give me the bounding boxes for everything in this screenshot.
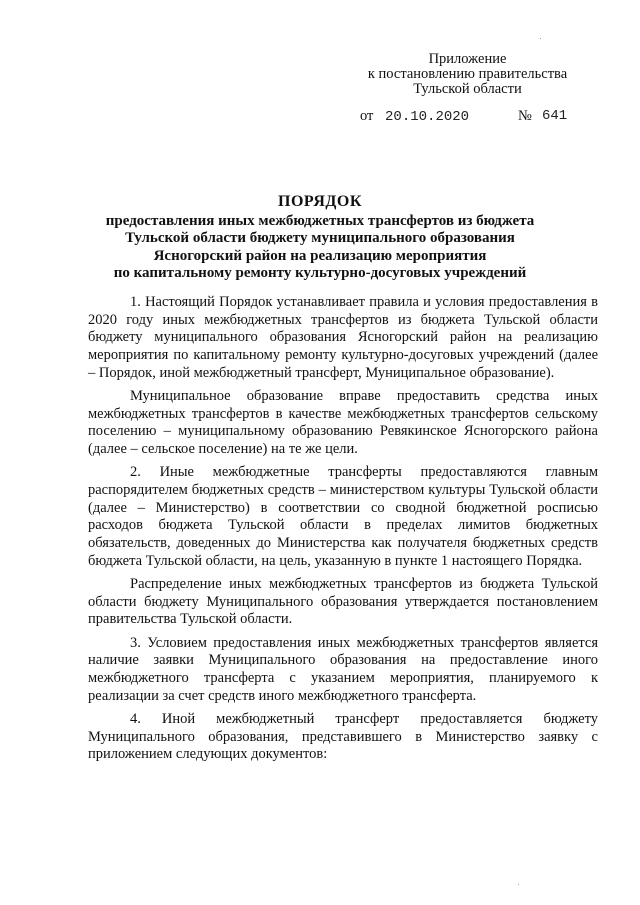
paragraph-2: Муниципальное образование вправе предоставить средства иных межбюджетных трансфертов в качестве межбюджетных трансфертов сельскому поселению – муниципальному образованию Ревякинское Ясногорского района (далее – сельское поселение) на те же цели. xyxy=(88,388,598,458)
appendix-block xyxy=(355,52,580,97)
document-title xyxy=(60,193,580,283)
title-line-2: Тульской области бюджету муниципального образования xyxy=(125,230,515,246)
scan-speck xyxy=(540,38,541,39)
appendix-line-2: к постановлению правительства xyxy=(367,66,568,82)
paragraph-5: 3. Условием предоставления иных межбюджетных трансфертов является наличие заявки Муниципального образования на предоставление иного межбюджетного трансферта с указанием мероприятия, планируемого к реализации за счет средств иного межбюджетного трансферта. xyxy=(88,634,598,704)
paragraph-4: Распределение иных межбюджетных трансфертов из бюджета Тульской области бюджету Муниципального образования утверждается постановлением правительства Тульской области. xyxy=(88,576,598,628)
title-main: ПОРЯДОК xyxy=(278,193,362,210)
scan-speck xyxy=(518,884,519,885)
document-body xyxy=(88,294,598,770)
number-sign: № xyxy=(518,108,532,124)
date-value: 20.10.2020 xyxy=(385,109,470,125)
paragraph-6: 4. Иной межбюджетный трансферт предоставляется бюджету Муниципального образования, представившего в Министерство заявку с приложением следующих документов: xyxy=(88,710,598,763)
title-line-4: по капитальному ремонту культурно-досуговых учреждений xyxy=(113,265,527,281)
title-line-1: предоставления иных межбюджетных трансфертов из бюджета xyxy=(105,212,535,229)
date-number-line xyxy=(360,108,580,125)
appendix-line-3: Тульской области xyxy=(413,81,522,97)
date-prefix: от xyxy=(360,108,374,124)
paragraph-3: 2. Иные межбюджетные трансферты предоставляются главным распорядителем бюджетных средств – министерством культуры Тульской области (далее – Министерство) в соответствии со сводной бюджетной росписью расходов бюджета Тульской области в пределах лимитов бюджетных обязательств, доведенных до Министерства как получателя бюджетных средств бюджета Тульской области, на цель, указанную в пункте 1 настоящего Порядка. xyxy=(88,464,598,569)
appendix-line-1: Приложение xyxy=(428,51,507,67)
number-value: 641 xyxy=(542,108,568,124)
title-line-3: Ясногорский район на реализацию мероприятия xyxy=(153,247,487,264)
paragraph-1: 1. Настоящий Порядок устанавливает правила и условия предоставления в 2020 году иных межбюджетных трансфертов из бюджета Тульской области бюджету муниципального образования Ясногорский район на реализацию мероприятия по капитальному ремонту культурно-досуговых учреждений (далее – Порядок, иной межбюджетный трансферт, Муниципальное образование). xyxy=(88,294,598,381)
